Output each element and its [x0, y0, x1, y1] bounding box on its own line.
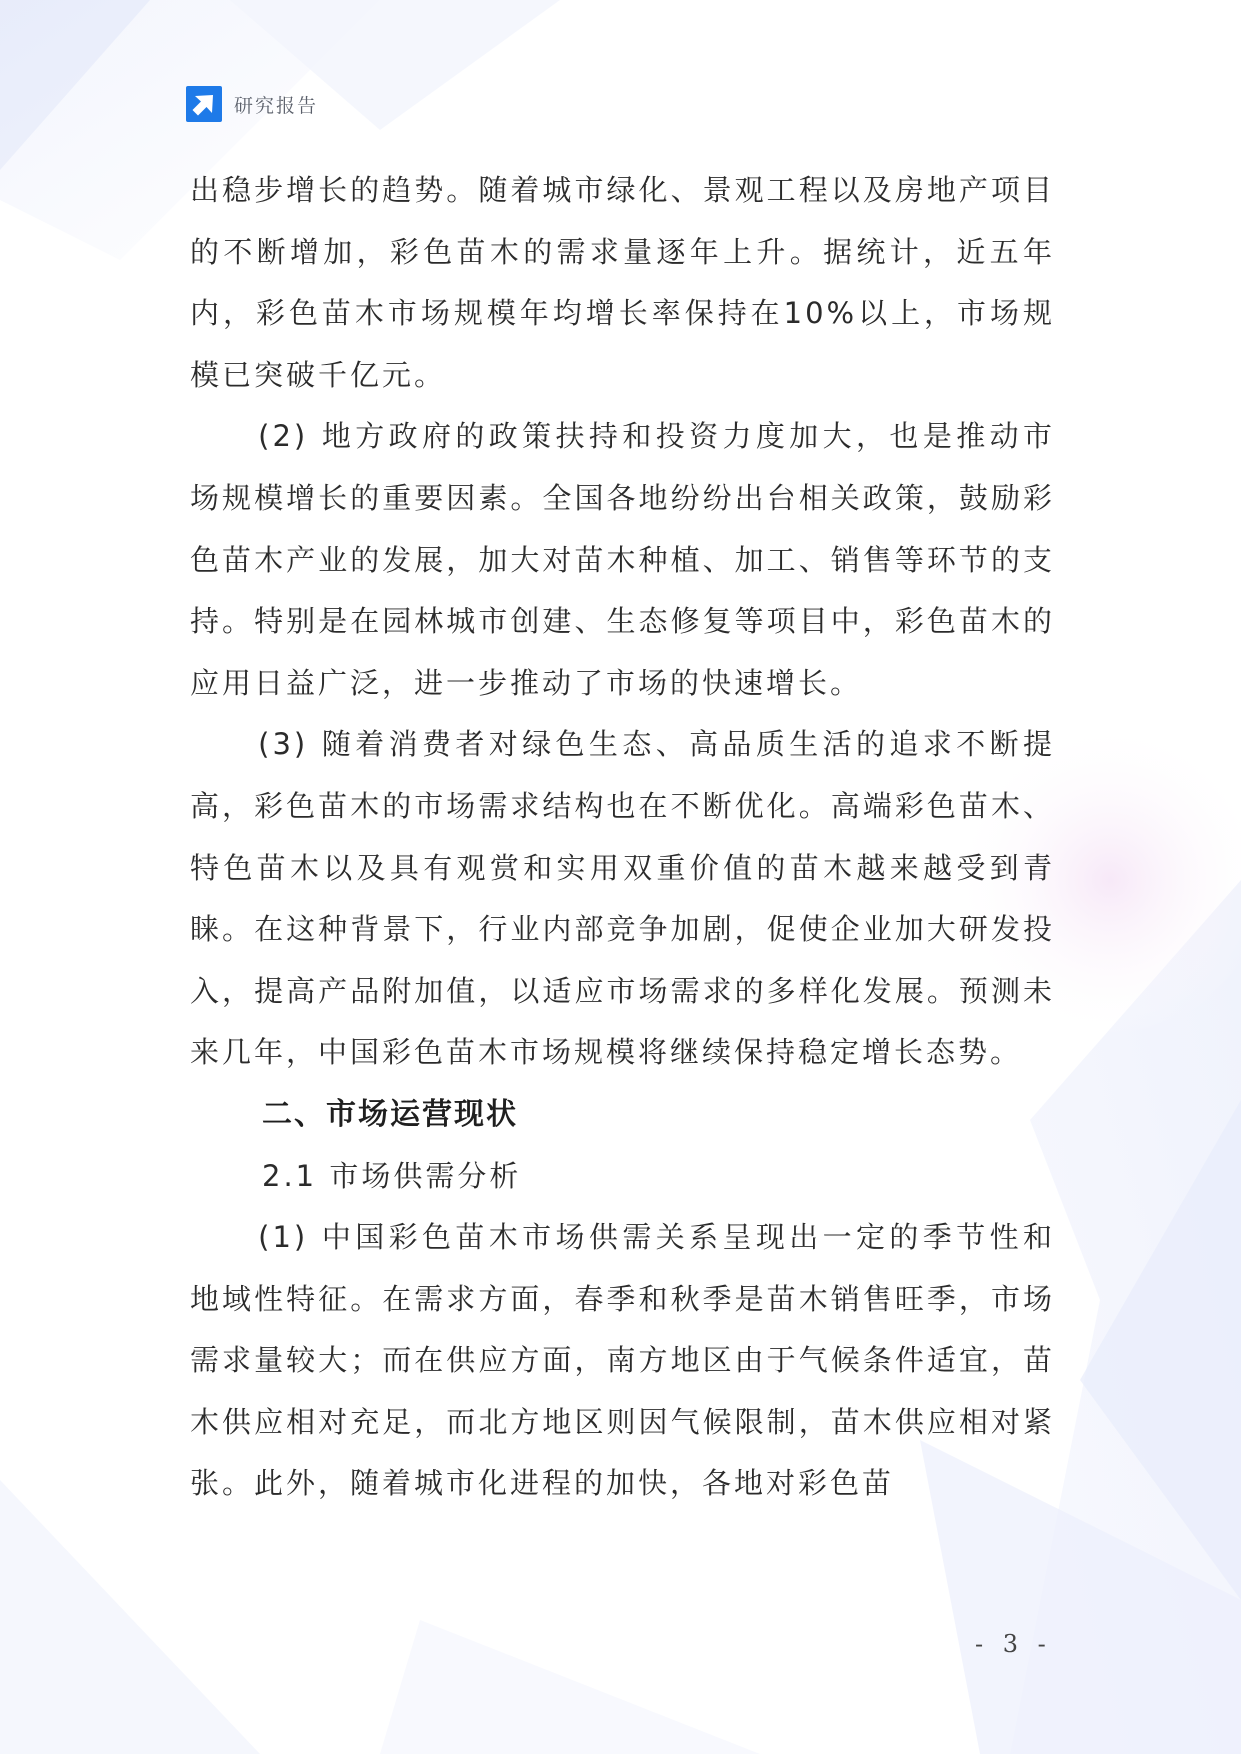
page-number: - 3 - — [975, 1630, 1052, 1658]
arrow-up-right-icon — [186, 86, 222, 122]
document-body — [190, 160, 1055, 1515]
subsection-heading: 2.1 市场供需分析 — [262, 1158, 522, 1193]
paragraph-continued: 出稳步增长的趋势。随着城市绿化、景观工程以及房地产项目的不断增加，彩色苗木的需求量逐年上升。据统计，近五年内，彩色苗木市场规模年均增长率保持在10%以上，市场规模已突破千亿元。 — [190, 173, 1055, 392]
header-title: 研究报告 — [234, 94, 319, 117]
report-header — [186, 86, 318, 122]
paragraph-supply-demand: (1) 中国彩色苗木市场供需关系呈现出一定的季节性和地域性特征。在需求方面，春季和秋季是苗木销售旺季，市场需求量较大；而在供应方面，南方地区由于气候条件适宜，苗木供应相对充足，而北方地区则因气候限制，苗木供应相对紧张。此外，随着城市化进程的加快，各地对彩色苗 — [190, 1220, 1055, 1501]
paragraph-3: (3) 随着消费者对绿色生态、高品质生活的追求不断提高，彩色苗木的市场需求结构也在不断优化。高端彩色苗木、特色苗木以及具有观赏和实用双重价值的苗木越来越受到青睐。在这种背景下，行业内部竞争加剧，促使企业加大研发投入，提高产品附加值，以适应市场需求的多样化发展。预测未来几年，中国彩色苗木市场规模将继续保持稳定增长态势。 — [190, 727, 1055, 1070]
paragraph-2: (2) 地方政府的政策扶持和投资力度加大，也是推动市场规模增长的重要因素。全国各地纷纷出台相关政策，鼓励彩色苗木产业的发展，加大对苗木种植、加工、销售等环节的支持。特别是在园林城市创建、生态修复等项目中，彩色苗木的应用日益广泛，进一步推动了市场的快速增长。 — [190, 419, 1055, 700]
section-heading: 二、市场运营现状 — [262, 1096, 518, 1132]
